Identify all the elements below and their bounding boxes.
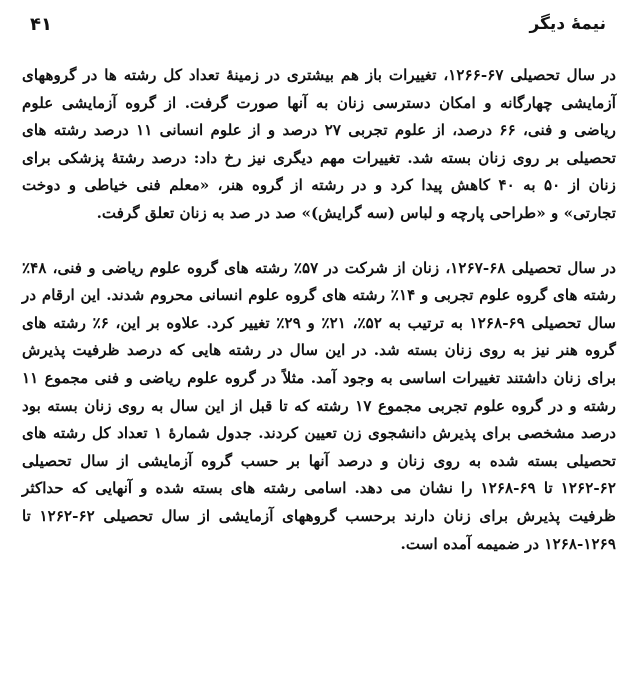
page-number: ۴۱ <box>30 13 52 35</box>
paragraph-2: در سال تحصیلی ۶۸-۱۲۶۷، زنان از شرکت در ۵۷٪ رشته های گروه علوم ریاضی و فنی، ۴۸٪ رشته های گروه علوم تجربی و ۱۴٪ رشته های گروه علوم انسانی محروم شدند. این ارقام در سال تحصیلی ۶۹-۱۲۶۸ به ترتیب به ۵۲٪، ۲۱٪ و ۲۹٪ تغییر کرد. علاوه بر این، ۶٪ رشته های گروه هنر نیز به روی زنان بسته شد. در این سال در رشته هایی که درصد ظرفیت پذیرش برای زنان داشتند تغییرات اساسی به وجود آمد. مثلاً در گروه علوم ریاضی و فنی مجموع ۱۱ رشته و در گروه علوم تجربی مجموع ۱۷ رشته که تا قبل از این سال به روی زنان بسته بود درصد مشخصی برای پذیرش دانشجوی زن تعیین کردند. جدول شمارهٔ ۱ تعداد کل رشته های تحصیلی بسته شده به روی زنان و درصد آنها بر حسب گروه آزمایشی از سال تحصیلی ۶۲-۱۲۶۲ تا ۶۹-۱۲۶۸ را نشان می دهد. اسامی رشته های بسته شده و آنهایی که حداکثر ظرفیت پذیرش برای زنان دارند برحسب گروههای آزمایشی از سال تحصیلی ۶۲-۱۲۶۲ تا ۱۲۶۹-۱۲۶۸ در ضمیمه آمده است. <box>22 258 617 553</box>
paragraph-1: در سال تحصیلی ۶۷-۱۲۶۶، تغییرات باز هم بیشتری در زمینهٔ تعداد کل رشته ها در گروههای آزمایشی چهارگانه و امکان دسترسی زنان به آنها صورت گرفت. از گروه آزمایشی علوم ریاضی و فنی، ۶۶ درصد، از علوم تجربی ۲۷ درصد و از علوم انسانی ۱۱ درصد رشته های تحصیلی بر روی زنان بسته شد. تغییرات مهم دیگری نیز رخ داد: درصد رشتهٔ پزشکی برای زنان از ۵۰ به ۴۰ کاهش پیدا کرد و در رشته از گروه هنر، «معلم فنی خیاطی و دوخت تجارتی» و «طراحی پارچه و لباس (سه گرایش)» صد در صد به زنان تعلق گرفت. <box>22 66 617 222</box>
running-title: نیمهٔ دیگر <box>529 14 606 34</box>
body-text <box>22 62 616 558</box>
page-header <box>30 10 606 38</box>
